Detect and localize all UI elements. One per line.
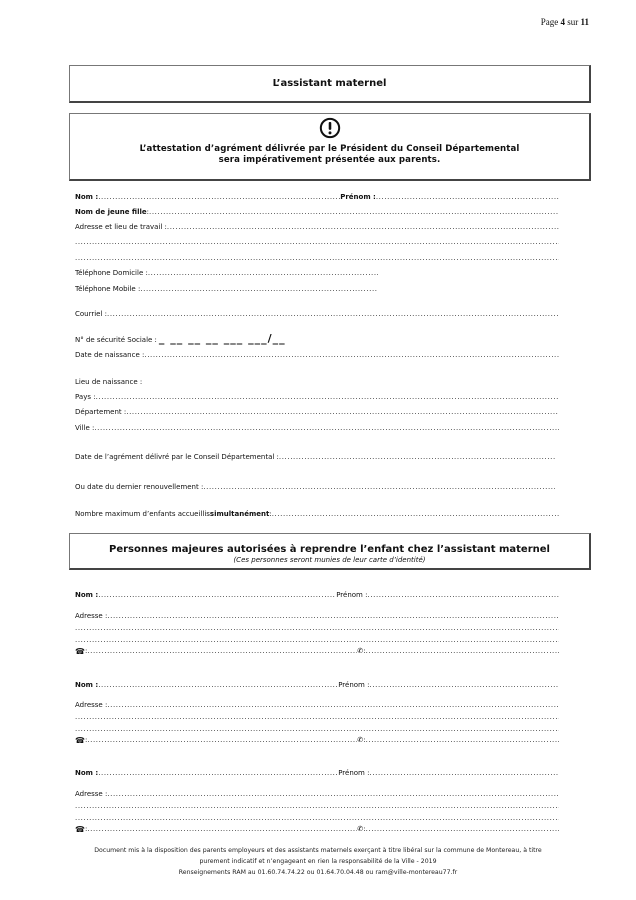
person-1-phones (75, 646, 559, 657)
field-row-date-renouvellement (75, 482, 555, 493)
person-3-adresse-input-3[interactable] (75, 813, 559, 824)
person-1-adresse-2 (75, 623, 559, 634)
notice-box (69, 113, 591, 181)
person-3-prenom-input[interactable] (369, 768, 559, 779)
page-footer (20, 845, 616, 878)
person-1-mobile-input[interactable] (366, 646, 559, 657)
person-2-phone-input[interactable] (84, 735, 357, 746)
departement-label: Département : (75, 408, 127, 416)
person-2-adresse-2 (75, 712, 559, 723)
date-renouvellement-label: Ou date du dernier renouvellement : (75, 483, 204, 491)
pays-input[interactable] (96, 392, 559, 403)
colon: : (84, 647, 88, 655)
date-agrement-label: Date de l’agrément délivré par le Conseil Départemental : (75, 453, 279, 461)
person-3-adresse-3 (75, 813, 559, 824)
pays-label: Pays : (75, 393, 96, 401)
section-personnes-autorisees-header (69, 533, 591, 570)
person-3-nom-input[interactable] (98, 768, 338, 779)
field-row-secu (75, 333, 559, 347)
section-title: Personnes majeures autorisées à reprendre l’enfant chez l’assistant maternel (109, 544, 550, 555)
telephone-icon: ☎ (75, 736, 85, 745)
person-2-mobile-input[interactable] (366, 735, 559, 746)
person-1-phone-input[interactable] (84, 646, 357, 657)
field-row-date-agrement (75, 452, 555, 463)
colon: : (146, 208, 149, 216)
date-naissance-label: Date de naissance : (75, 351, 145, 359)
person-1-adresse (75, 611, 559, 622)
field-row-date-naissance (75, 350, 559, 361)
footer-contact: Renseignements RAM au 01.60.74.74.22 ou 01.64.70.04.48 ou ram@ville-montereau77.fr (178, 869, 458, 876)
nb-max-label-bold: simultanément (209, 510, 270, 518)
date-renouvellement-input[interactable] (203, 482, 555, 493)
adresse-travail-label: Adresse et lieu de travail : (75, 223, 167, 231)
tel-mobile-label: Téléphone Mobile : (75, 285, 141, 293)
field-row-ville (75, 423, 559, 434)
person-3-adresse-input[interactable] (107, 789, 559, 800)
nom-label: Nom : (75, 193, 99, 201)
date-agrement-input[interactable] (279, 452, 555, 463)
nom-label: Nom : (75, 681, 99, 689)
field-row-courriel (75, 309, 559, 320)
colon: : (363, 647, 366, 655)
field-row-nom-prenom (75, 192, 559, 203)
prenom-label: Prénom : (336, 591, 368, 599)
colon: : (84, 736, 88, 744)
date-naissance-input[interactable] (144, 350, 559, 361)
page-sep: sur (564, 17, 581, 27)
telephone-icon: ☎ (75, 825, 85, 834)
person-2-adresse-3 (75, 724, 559, 735)
person-3-phones (75, 824, 559, 835)
field-row-adresse-travail (75, 222, 559, 233)
person-3-adresse-input-2[interactable] (75, 801, 559, 812)
field-row-pays (75, 392, 559, 403)
courriel-input[interactable] (107, 309, 559, 320)
adresse-label: Adresse : (75, 612, 108, 620)
mobile-phone-icon: ✆ (357, 647, 364, 655)
prenom-input[interactable] (376, 192, 559, 203)
notice-text (70, 144, 589, 166)
adresse-travail-input-2[interactable] (75, 237, 559, 248)
prenom-label: Prénom : (340, 193, 376, 201)
nom-label: Nom : (75, 591, 99, 599)
ville-label: Ville : (75, 424, 95, 432)
person-3-mobile-input[interactable] (366, 824, 559, 835)
notice-line-2: sera impérativement présentée aux parents. (218, 155, 441, 165)
ville-input[interactable] (94, 423, 559, 434)
field-row-adresse-line-2 (75, 237, 559, 248)
notice-line-1: L’attestation d’agrément délivrée par le Président du Conseil Départemental (139, 144, 520, 154)
nom-input[interactable] (98, 192, 340, 203)
adresse-label: Adresse : (75, 790, 108, 798)
field-row-departement (75, 407, 559, 418)
nom-label: Nom : (75, 769, 99, 777)
section-subtitle: (Ces personnes seront munies de leur carte d’identité) (233, 556, 426, 564)
tel-mobile-input[interactable] (140, 284, 378, 295)
person-1-nom-prenom (75, 590, 559, 601)
nom-jeune-fille-input[interactable] (146, 207, 559, 218)
person-2-nom-input[interactable] (98, 680, 338, 691)
colon: : (363, 736, 366, 744)
field-row-tel-domicile (75, 268, 378, 279)
departement-input[interactable] (126, 407, 559, 418)
nom-jeune-fille-label: Nom de jeune fille (75, 208, 147, 216)
person-3-nom-prenom (75, 768, 559, 779)
person-1-adresse-input[interactable] (107, 611, 559, 622)
telephone-icon: ☎ (75, 647, 85, 656)
page-total: 11 (580, 17, 589, 27)
mobile-phone-icon: ✆ (357, 736, 364, 744)
secu-input[interactable]: _ __ __ __ ___ ___/__ (158, 333, 286, 345)
footer-line-1: Document mis à la disposition des parents employeurs et des assistants maternels exerçant à titre libéral sur la commune de Montereau, à titre (94, 847, 542, 854)
field-row-tel-mobile (75, 284, 378, 295)
mobile-phone-icon: ✆ (357, 825, 364, 833)
adresse-travail-input[interactable] (167, 222, 559, 233)
person-3-phone-input[interactable] (84, 824, 357, 835)
person-1-adresse-input-3[interactable] (75, 635, 559, 646)
tel-domicile-label: Téléphone Domicile : (75, 269, 148, 277)
person-1-prenom-input[interactable] (367, 590, 559, 601)
person-2-prenom-input[interactable] (369, 680, 559, 691)
page-current: 4 (560, 17, 565, 27)
page-label: Page (540, 17, 561, 27)
lieu-naissance-label: Lieu de naissance : (75, 378, 143, 386)
footer-line-2: purement indicatif et n’engageant en rien la responsabilité de la Ville - 2019 (199, 858, 437, 865)
nb-max-input[interactable] (272, 509, 559, 520)
field-row-adresse-line-3 (75, 253, 559, 264)
field-row-nb-max-enfants (75, 509, 559, 520)
courriel-label: Courriel : (75, 310, 108, 318)
adresse-travail-input-3[interactable] (75, 253, 559, 264)
person-3-adresse (75, 789, 559, 800)
person-2-adresse-input-3[interactable] (75, 724, 559, 735)
person-2-phones (75, 735, 559, 746)
prenom-label: Prénom : (338, 769, 370, 777)
person-2-nom-prenom (75, 680, 559, 691)
person-1-nom-input[interactable] (98, 590, 336, 601)
person-1-adresse-input-2[interactable] (75, 623, 559, 634)
tel-domicile-input[interactable] (148, 268, 378, 279)
colon: : (269, 510, 272, 518)
person-3-adresse-2 (75, 801, 559, 812)
person-2-adresse-input-2[interactable] (75, 712, 559, 723)
prenom-label: Prénom : (338, 681, 370, 689)
adresse-label: Adresse : (75, 701, 108, 709)
section-assistant-header (69, 65, 591, 103)
person-2-adresse (75, 700, 559, 711)
field-row-nom-jeune-fille (75, 207, 559, 218)
nb-max-label: Nombre maximum d’enfants accueillis (75, 510, 210, 518)
person-1-adresse-3 (75, 635, 559, 646)
field-row-lieu-naissance (75, 377, 559, 388)
colon: : (84, 825, 88, 833)
exclamation-circle-icon (319, 117, 341, 139)
colon: : (363, 825, 366, 833)
section-title: L’assistant maternel (272, 78, 387, 89)
secu-label: N° de sécurité Sociale : (75, 336, 157, 344)
person-2-adresse-input[interactable] (107, 700, 559, 711)
